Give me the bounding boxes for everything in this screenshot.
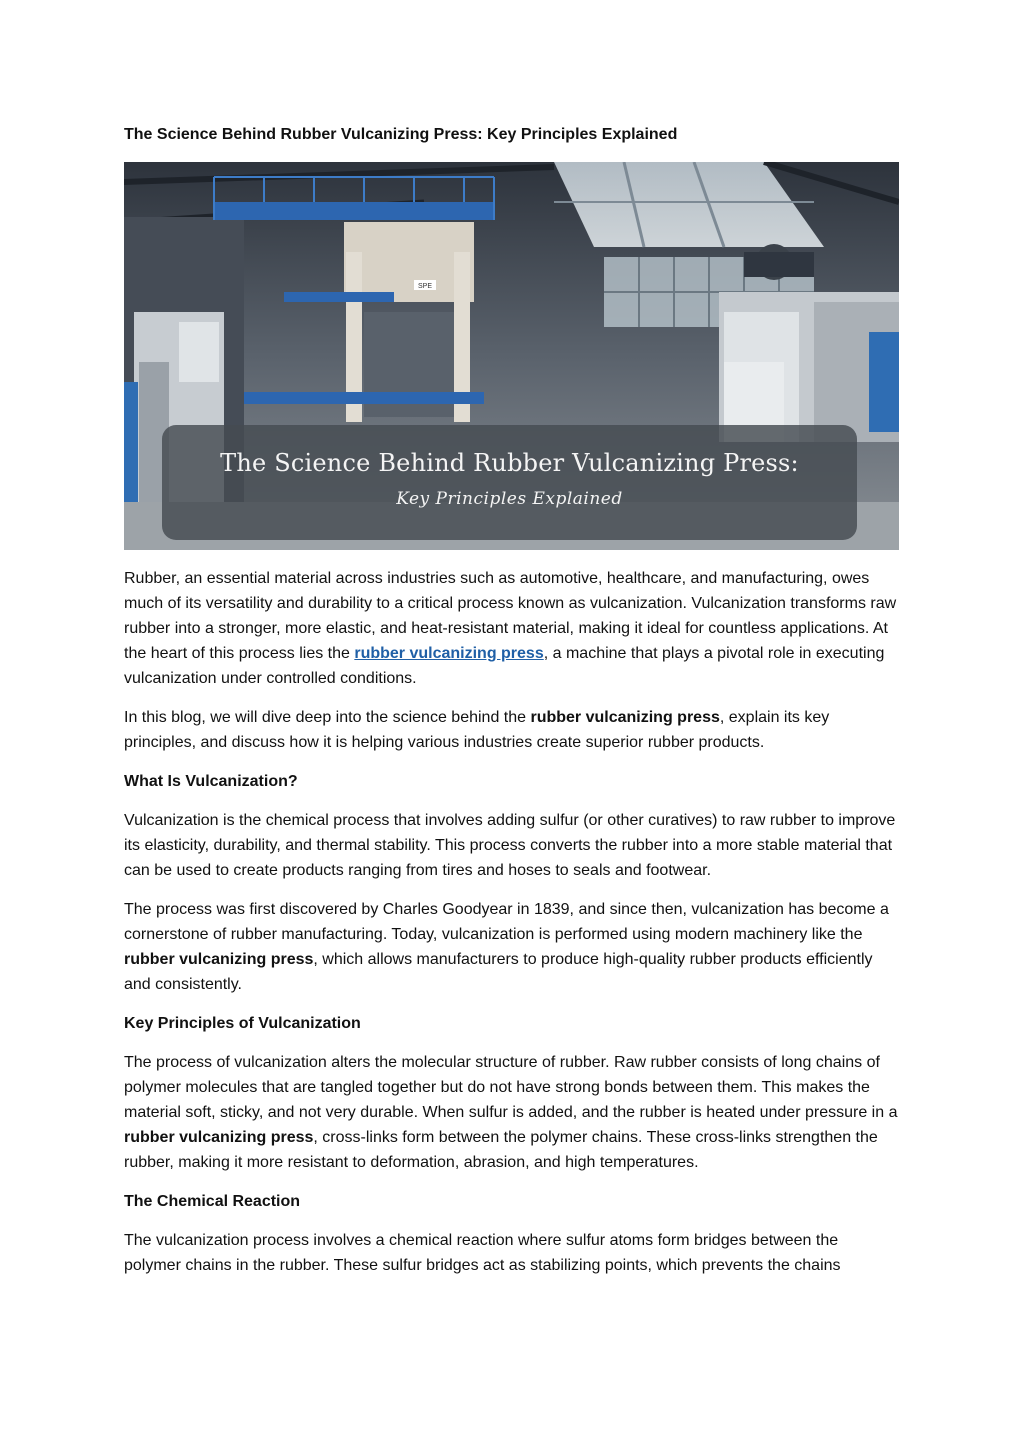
- rubber-vulcanizing-press-link[interactable]: rubber vulcanizing press: [354, 645, 544, 662]
- intro-p2-text-end: , explain its key principles, and discuss how it is helping various industries create superior rubber products.: [124, 709, 830, 751]
- key-principles-p1-text-end: , cross-links form between the polymer chains. These cross-links strengthen the rubber, making it more resistant to deformation, abrasion, and high temperatures.: [124, 1129, 878, 1171]
- key-principles-paragraph-1: [124, 1050, 899, 1175]
- intro-paragraph-1: [124, 566, 899, 691]
- what-is-paragraph-1: Vulcanization is the chemical process that involves adding sulfur (or other curatives) to raw rubber to improve its elasticity, durability, and thermal stability. This process converts the rubber into a more stable material that can be used to create products ranging from tires and hoses to seals and footwear.: [124, 812, 896, 879]
- intro-p2-bold: rubber vulcanizing press: [530, 709, 720, 726]
- what-is-paragraph-2: [124, 897, 899, 997]
- heading-what-is-vulcanization: What Is Vulcanization?: [124, 773, 298, 790]
- intro-p1-text: Rubber, an essential material across industries such as automotive, healthcare, and manufacturing, owes much of its versatility and durability to a critical process known as vulcanization. Vulcanization transforms raw rubber into a stronger, more elastic, and heat-resistant material, making it ideal for countless applications. At the heart of this process lies the: [124, 570, 897, 662]
- press-brand-label: SPE: [417, 283, 433, 290]
- what-is-p2-text-end: , which allows manufacturers to produce high-quality rubber products efficiently and consistently.: [124, 951, 873, 993]
- what-is-p2-bold: rubber vulcanizing press: [124, 951, 314, 968]
- what-is-p2-text: The process was first discovered by Charles Goodyear in 1839, and since then, vulcanization has become a cornerstone of rubber manufacturing. Today, vulcanization is performed using modern machinery like the: [124, 901, 889, 943]
- hero-caption-overlay: [162, 425, 857, 540]
- intro-paragraph-2: [124, 705, 899, 755]
- hero-caption-subtitle: Key Principles Explained: [396, 489, 623, 509]
- key-principles-p1-text: The process of vulcanization alters the molecular structure of rubber. Raw rubber consists of long chains of polymer molecules that are tangled together but do not have strong bonds between them. This makes the material soft, sticky, and not very durable. When sulfur is added, and the rubber is heated under pressure in a: [124, 1054, 898, 1121]
- heading-chemical-reaction: The Chemical Reaction: [124, 1193, 301, 1210]
- chemical-reaction-paragraph-1: The vulcanization process involves a chemical reaction where sulfur atoms form bridges between the polymer chains in the rubber. These sulfur bridges act as stabilizing points, which prevents the chains: [124, 1232, 841, 1274]
- key-principles-p1-bold: rubber vulcanizing press: [124, 1129, 314, 1146]
- heading-key-principles: Key Principles of Vulcanization: [124, 1015, 361, 1032]
- intro-p2-text: In this blog, we will dive deep into the science behind the: [124, 709, 531, 726]
- article-body: [124, 566, 899, 1292]
- document-title: The Science Behind Rubber Vulcanizing Press: Key Principles Explained: [124, 126, 678, 143]
- intro-p1-text-end: , a machine that plays a pivotal role in executing vulcanization under controlled conditions.: [124, 645, 885, 687]
- hero-image: [124, 162, 899, 550]
- hero-caption-title: The Science Behind Rubber Vulcanizing Press:: [220, 449, 799, 477]
